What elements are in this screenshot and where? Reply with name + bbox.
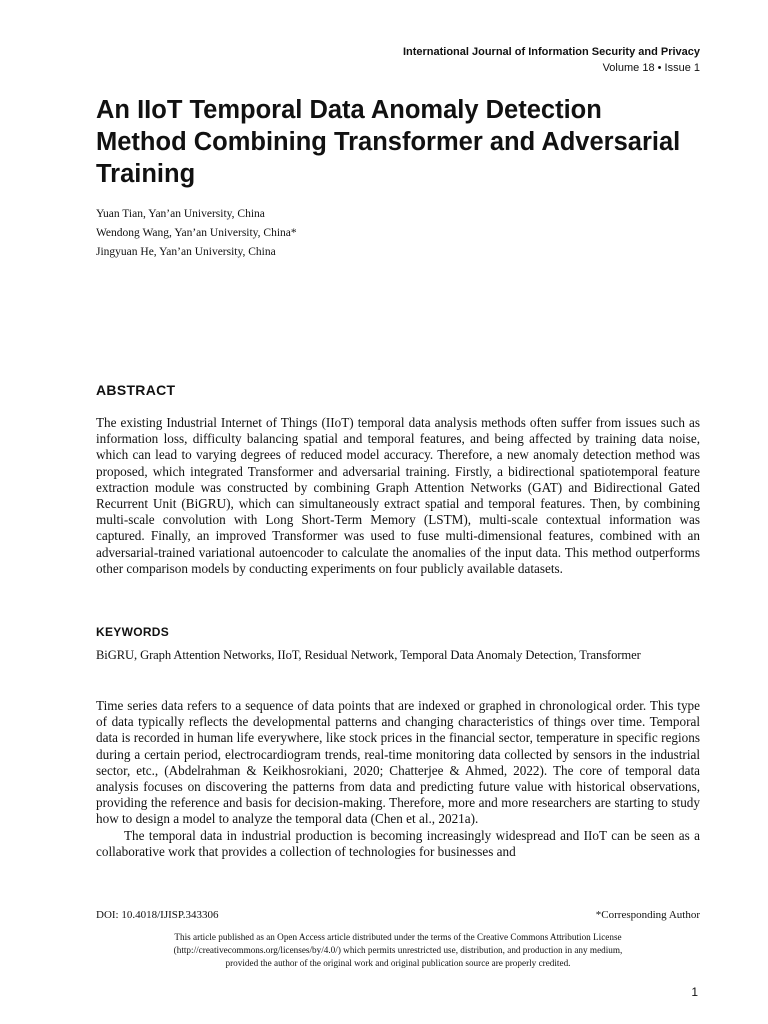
corresponding-author-note: *Corresponding Author — [595, 909, 700, 921]
volume-issue: Volume 18 • Issue 1 — [602, 62, 700, 74]
license-notice — [96, 931, 700, 970]
paper-title: An IIoT Temporal Data Anomaly Detection Method Combining Transformer and Adversarial Training — [96, 96, 681, 188]
page-number: 1 — [691, 985, 698, 999]
license-line: provided the author of the original work and original publication source are properly credited. — [225, 958, 571, 968]
journal-name: International Journal of Information Security and Privacy — [402, 46, 700, 58]
keywords-heading: KEYWORDS — [96, 625, 170, 639]
author-list — [96, 205, 297, 262]
abstract-text: The existing Industrial Internet of Things (IIoT) temporal data analysis methods often suffer from issues such as information loss, difficulty balancing spatial and temporal features, and being affected by training data noise, which can lead to varying degrees of reduced model accuracy. Therefore, a new anomaly detection method was proposed, which integrated Transformer and adversarial training. Firstly, a bidirectional spatiotemporal feature extraction module was constructed by combining Graph Attention Networks (GAT) and Bidirectional Gated Recurrent Unit (BiGRU), which can simultaneously extract spatial and temporal features. Then, by combining multi-scale convolution with Long Short-Term Memory (LSTM), multi-scale contextual information was captured. Finally, an improved Transformer was used to fuse multi-dimensional features, combined with an adversarial-trained variational autoencoder to calculate the anomalies of the input data. This method outperforms other comparison models by conducting experiments on four publicly available datasets. — [96, 415, 700, 576]
author-line: Yuan Tian, Yan’an University, China — [96, 208, 265, 220]
author-line: Jingyuan He, Yan’an University, China — [96, 246, 276, 258]
abstract-heading: ABSTRACT — [96, 382, 176, 398]
intro-paragraph: The temporal data in industrial production is becoming increasingly widespread and IIoT can be seen as a collaborative work that provides a collection of technologies for businesses and — [96, 827, 700, 859]
author-line: Wendong Wang, Yan’an University, China* — [96, 227, 297, 239]
license-line: This article published as an Open Access article distributed under the terms of the Creative Commons Attribution License — [174, 932, 622, 942]
doi-text: DOI: 10.4018/IJISP.343306 — [96, 909, 219, 921]
license-line: (http://creativecommons.org/licenses/by/4.0/) which permits unrestricted use, distribution, and production in any medium, — [173, 945, 623, 955]
journal-header — [403, 44, 700, 76]
introduction-section — [96, 698, 700, 860]
keywords-text: BiGRU, Graph Attention Networks, IIoT, Residual Network, Temporal Data Anomaly Detection, Transformer — [96, 648, 641, 662]
intro-paragraph: Time series data refers to a sequence of data points that are indexed or graphed in chronological order. This type of data typically reflects the developmental patterns and changing characteristics of things over time. Temporal data is recorded in human life everywhere, like stock prices in the financial sector, temperature in specific regions during a certain period, electrocardiogram trends, real-time monitoring data collected by sensors in the industrial sector, etc., (Abdelrahman & Keikhosrokiani, 2020; Chatterjee & Ahmed, 2022). The core of temporal data analysis focuses on discovering the patterns from data and predicting future value with historical observations, providing the reference and basis for decision-making. Therefore, more and more researchers are starting to study how to design a model to analyze the temporal data (Chen et al., 2021a). — [96, 698, 700, 827]
